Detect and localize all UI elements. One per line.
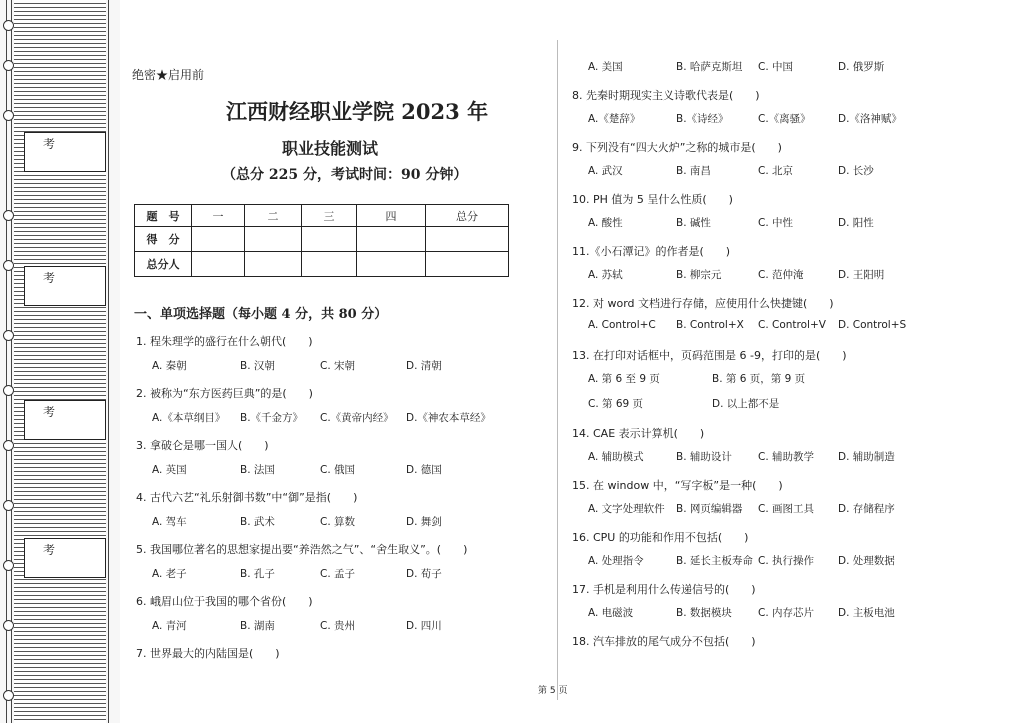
answer-option[interactable]: C. 俄国 (320, 464, 356, 476)
answer-option[interactable]: D. 舞剑 (406, 516, 442, 528)
answer-option[interactable]: B.《千金方》 (240, 412, 304, 424)
binding-hole (3, 385, 14, 396)
answer-option[interactable]: A. 文字处理软件 (588, 503, 665, 515)
section-title: 一、单项选择题（每小题 4 分，共 80 分） (134, 307, 388, 322)
answer-option[interactable]: C. 算数 (320, 516, 356, 528)
field-exam-number: 考 (24, 400, 106, 422)
answer-option[interactable]: C. 贵州 (320, 620, 356, 632)
answer-option[interactable]: A. 老子 (152, 568, 187, 580)
grader-cell[interactable] (426, 252, 509, 277)
answer-option[interactable]: C. 中国 (758, 61, 794, 73)
answer-option[interactable]: C. 执行操作 (758, 555, 815, 567)
answer-option[interactable]: D.《神农本草经》 (406, 412, 491, 424)
field-exam-room: 考 (24, 266, 106, 288)
field-exam-number-blank[interactable] (24, 421, 106, 440)
question-text: 10. PH 值为 5 呈什么性质( ) (572, 193, 733, 206)
field-exam-site-blank[interactable] (24, 153, 106, 172)
answer-option[interactable]: D. 辅助制造 (838, 451, 895, 463)
grader-cell[interactable] (302, 252, 357, 277)
answer-option[interactable]: D. 存储程序 (838, 503, 895, 515)
score-cell[interactable] (426, 227, 509, 252)
score-row-label: 得 分 (135, 227, 192, 252)
grader-cell[interactable] (357, 252, 426, 277)
answer-option[interactable]: D. 四川 (406, 620, 442, 632)
answer-option[interactable]: D.《洛神赋》 (838, 113, 902, 125)
binding-hole (3, 210, 14, 221)
answer-option[interactable]: A. 电磁波 (588, 607, 634, 619)
grader-row-label: 总分人 (135, 252, 192, 277)
binding-hole (3, 60, 14, 71)
field-exam-site: 考 (24, 132, 106, 154)
answer-option[interactable]: C. 中性 (758, 217, 794, 229)
answer-option[interactable]: B. 数据模块 (676, 607, 732, 619)
answer-option[interactable]: C.《离骚》 (758, 113, 811, 125)
answer-option[interactable]: D. 阳性 (838, 217, 874, 229)
answer-option[interactable]: B. 柳宗元 (676, 269, 722, 281)
binding-hole (3, 110, 14, 121)
answer-option[interactable]: D. 王阳明 (838, 269, 885, 281)
answer-option[interactable]: B. 孔子 (240, 568, 275, 580)
answer-option[interactable]: A. 辅助模式 (588, 451, 644, 463)
answer-option[interactable]: D. 长沙 (838, 165, 874, 177)
question-text: 14. CAE 表示计算机( ) (572, 427, 705, 440)
answer-option[interactable]: A. 酸性 (588, 217, 623, 229)
binding-edge (6, 0, 12, 723)
answer-option[interactable]: B. Control+X (676, 319, 744, 331)
score-header-cell: 二 (245, 205, 302, 227)
score-cell[interactable] (302, 227, 357, 252)
answer-option[interactable]: A. 秦朝 (152, 360, 187, 372)
score-row (135, 227, 509, 252)
binding-hole (3, 500, 14, 511)
binding-lines (14, 0, 106, 723)
binding-hole (3, 330, 14, 341)
answer-option[interactable]: D. Control+S (838, 319, 907, 331)
question-text: 16. CPU 的功能和作用不包括( ) (572, 531, 749, 544)
answer-option[interactable]: A. 驾车 (152, 516, 187, 528)
column-divider (557, 40, 558, 700)
answer-option[interactable]: C. 内存芯片 (758, 607, 815, 619)
answer-option[interactable]: A.《本草纲目》 (152, 412, 226, 424)
binding-edge-right (108, 0, 112, 723)
score-header-cell: 总分 (426, 205, 509, 227)
answer-option[interactable]: C. 辅助教学 (758, 451, 815, 463)
question-text: 12. 对 word 文档进行存储，应使用什么快捷键( ) (572, 297, 834, 310)
answer-option[interactable]: A. 美国 (588, 61, 623, 73)
answer-option[interactable]: D. 清朝 (406, 360, 442, 372)
question-text: 5. 我国哪位著名的思想家提出要“养浩然之气”、“舍生取义”。( ) (136, 543, 468, 556)
binding-hole (3, 440, 14, 451)
answer-option[interactable]: A. Control+C (588, 319, 656, 331)
field-student-blank[interactable] (24, 559, 106, 578)
answer-option[interactable]: A. 苏轼 (588, 269, 623, 281)
answer-option[interactable]: C. 宋朝 (320, 360, 356, 372)
question-text: 13. 在打印对话框中，页码范围是 6 -9，打印的是( ) (572, 349, 847, 362)
exam-note: （总分 225 分，考试时间：90 分钟） (222, 167, 468, 183)
score-cell[interactable] (192, 227, 245, 252)
question-text: 3. 拿破仑是哪一国人( ) (136, 439, 269, 452)
binding-strip (0, 0, 120, 723)
question-text: 6. 峨眉山位于我国的哪个省份( ) (136, 595, 313, 608)
binding-hole (3, 260, 14, 271)
question-text: 11.《小石潭记》的作者是( ) (572, 245, 731, 258)
question-text: 15. 在 window 中，“写字板”是一种( ) (572, 479, 783, 492)
grader-cell[interactable] (245, 252, 302, 277)
answer-option[interactable]: A. 处理指令 (588, 555, 644, 567)
answer-option[interactable]: D. 德国 (406, 464, 442, 476)
binding-hole (3, 20, 14, 31)
score-table (134, 204, 509, 277)
answer-option[interactable]: C. 第 69 页 (588, 398, 644, 410)
answer-option[interactable]: B. 南昌 (676, 165, 711, 177)
question-text: 17. 手机是利用什么传递信号的( ) (572, 583, 756, 596)
answer-option[interactable]: B. 第 6 页，第 9 页 (712, 373, 806, 385)
answer-option[interactable]: D. 主板电池 (838, 607, 895, 619)
grader-cell[interactable] (192, 252, 245, 277)
answer-option[interactable]: A.《楚辞》 (588, 113, 641, 125)
answer-option[interactable]: C. 孟子 (320, 568, 356, 580)
answer-option[interactable]: B. 哈萨克斯坦 (676, 61, 743, 73)
question-text: 1. 程朱理学的盛行在什么朝代( ) (136, 335, 313, 348)
page-number: 第 5 页 (538, 686, 568, 696)
answer-option[interactable]: D. 处理数据 (838, 555, 895, 567)
question-text: 4. 古代六艺“礼乐射御书数”中“御”是指( ) (136, 491, 358, 504)
grader-row (135, 252, 509, 277)
answer-option[interactable]: B. 法国 (240, 464, 275, 476)
score-header-cell: 一 (192, 205, 245, 227)
binding-hole (3, 690, 14, 701)
answer-option[interactable]: B. 碱性 (676, 217, 711, 229)
answer-option[interactable]: A. 青河 (152, 620, 187, 632)
answer-option[interactable]: B. 辅助设计 (676, 451, 732, 463)
answer-option[interactable]: A. 英国 (152, 464, 187, 476)
answer-option[interactable]: C. 北京 (758, 165, 794, 177)
answer-option[interactable]: B. 网页编辑器 (676, 503, 743, 515)
field-exam-room-blank[interactable] (24, 287, 106, 306)
answer-option[interactable]: D. 荀子 (406, 568, 442, 580)
score-cell[interactable] (245, 227, 302, 252)
binding-hole (3, 620, 14, 631)
score-cell[interactable] (357, 227, 426, 252)
score-header-cell: 四 (357, 205, 426, 227)
binding-hole (3, 560, 14, 571)
score-header-cell: 三 (302, 205, 357, 227)
field-student: 考 (24, 538, 106, 560)
answer-option[interactable]: B. 武术 (240, 516, 275, 528)
answer-option[interactable]: A. 武汉 (588, 165, 623, 177)
answer-option[interactable]: D. 俄罗斯 (838, 61, 885, 73)
question-text: 9. 下列没有“四大火炉”之称的城市是( ) (572, 141, 782, 154)
question-text: 2. 被称为“东方医药巨典”的是( ) (136, 387, 313, 400)
answer-option[interactable]: C. Control+V (758, 319, 826, 331)
secret-mark: 绝密★启用前 (132, 68, 205, 82)
score-header-cell: 题 号 (135, 205, 192, 227)
answer-option[interactable]: C. 画图工具 (758, 503, 815, 515)
answer-option[interactable]: B.《诗经》 (676, 113, 729, 125)
exam-title: 职业技能测试 (282, 139, 379, 158)
score-table-header-row (135, 205, 509, 227)
answer-option[interactable]: D. 以上都不是 (712, 398, 780, 410)
answer-option[interactable]: A. 第 6 至 9 页 (588, 373, 660, 385)
answer-option[interactable]: C.《黄帝内经》 (320, 412, 394, 424)
question-text: 18. 汽车排放的尾气成分不包括( ) (572, 635, 756, 648)
question-text: 8. 先秦时期现实主义诗歌代表是( ) (572, 89, 760, 102)
answer-option[interactable]: C. 范仲淹 (758, 269, 804, 281)
answer-option[interactable]: B. 湖南 (240, 620, 275, 632)
answer-option[interactable]: B. 延长主板寿命 (676, 555, 753, 567)
school-title: 江西财经职业学院 2023 年 (226, 99, 489, 124)
question-text: 7. 世界最大的内陆国是( ) (136, 647, 280, 660)
answer-option[interactable]: B. 汉朝 (240, 360, 275, 372)
